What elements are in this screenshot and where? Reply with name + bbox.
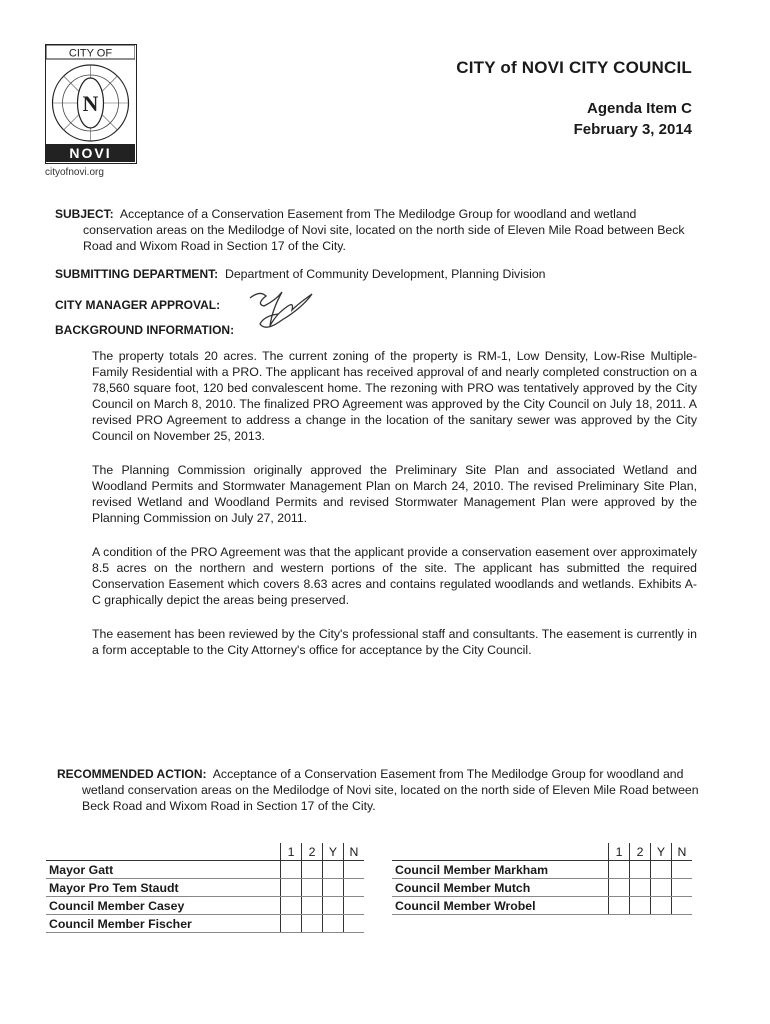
vote-header: 2 [630,843,651,861]
subject-text: Acceptance of a Conservation Easement from The Medilodge Group for woodland and wetland conservation areas on the Medilodge of Novi site, located on the north side of Eleven Mile Road between Beck Road and Wixom Road in Section 17 of the City. [83,207,685,253]
vote-header: Y [651,843,672,861]
document-title: CITY of NOVI CITY COUNCIL [456,58,692,77]
background-label: BACKGROUND INFORMATION: [55,323,235,337]
city-seal-icon [46,45,135,162]
vote-header: Y [323,843,344,861]
council-member-name: Council Member Fischer [46,915,281,933]
council-member-name: Council Member Mutch [392,879,609,897]
department-text: Department of Community Development, Planning Division [224,267,546,281]
city-manager-label: CITY MANAGER APPROVAL: [55,298,221,312]
vote-table-right [392,843,692,915]
vote-header: N [672,843,693,861]
background-paragraph: The property totals 20 acres. The current zoning of the property is RM-1, Low Density, Low-Rise Multiple-Family Residential with a PRO. The applicant has received approval of and nearly completed construction on a 78,560 square foot, 120 bed convalescent home. The rezoning with PRO was tentatively approved by the City Council on March 8, 2010. The finalized PRO Agreement was approved by the City Council on July 18, 2011. A revised PRO Agreement to address a change in the location of the sanitary sewer was approved by the City Council on November 25, 2013. [92,349,697,443]
signature-icon [242,280,332,340]
logo-top-text: CITY OF [68,47,113,60]
agenda-item: Agenda Item C [586,100,692,117]
logo-letter: N [82,91,99,116]
background-section [55,322,234,338]
manager-signature [242,280,332,340]
vote-header: 2 [302,843,323,861]
recommended-label: RECOMMENDED ACTION: [57,767,207,781]
council-member-name: Mayor Pro Tem Staudt [46,879,281,897]
recommended-action-section [57,766,699,814]
recommended-text: Acceptance of a Conservation Easement from The Medilodge Group for woodland and wetland conservation areas on the Medilodge of Novi site, located on the north side of Eleven Mile Road between Beck Road and Wixom Road in Section 17 of the City. [82,767,699,813]
subject-section [55,206,705,254]
logo-bottom-text: NOVI [69,145,112,161]
background-paragraph: The easement has been reviewed by the City's professional staff and consultants. The easement is currently in a form acceptable to the City Attorney's office for acceptance by the City Council. [92,627,697,657]
background-paragraph: The Planning Commission originally approved the Preliminary Site Plan and associated Wetland and Woodland Permits and Stormwater Management Plan on March 24, 2010. The revised Preliminary Site Plan, revised Wetland and Woodland Permits and revised Stormwater Management Plan were approved by the Planning Commission on July 27, 2011. [92,463,697,525]
meeting-date: February 3, 2014 [573,121,692,138]
vote-table-left [46,843,364,933]
logo-website: cityofnovi.org [45,167,104,178]
subject-label: SUBJECT: [55,207,114,221]
background-paragraphs [92,348,697,676]
council-member-name: Council Member Wrobel [392,897,609,915]
vote-header: N [344,843,365,861]
department-label: SUBMITTING DEPARTMENT: [55,267,219,281]
vote-header: 1 [281,843,302,861]
vote-header: 1 [609,843,630,861]
council-member-name: Mayor Gatt [46,861,281,879]
council-member-name: Council Member Markham [392,861,609,879]
background-paragraph: A condition of the PRO Agreement was that the applicant provide a conservation easement over approximately 8.5 acres on the northern and western portions of the site. The applicant has submitted the required Conservation Easement which covers 8.63 acres and contains regulated woodlands and wetlands. Exhibits A-C graphically depict the areas being preserved. [92,545,697,607]
council-member-name: Council Member Casey [46,897,281,915]
city-manager-section [55,297,220,313]
city-logo [45,44,137,164]
